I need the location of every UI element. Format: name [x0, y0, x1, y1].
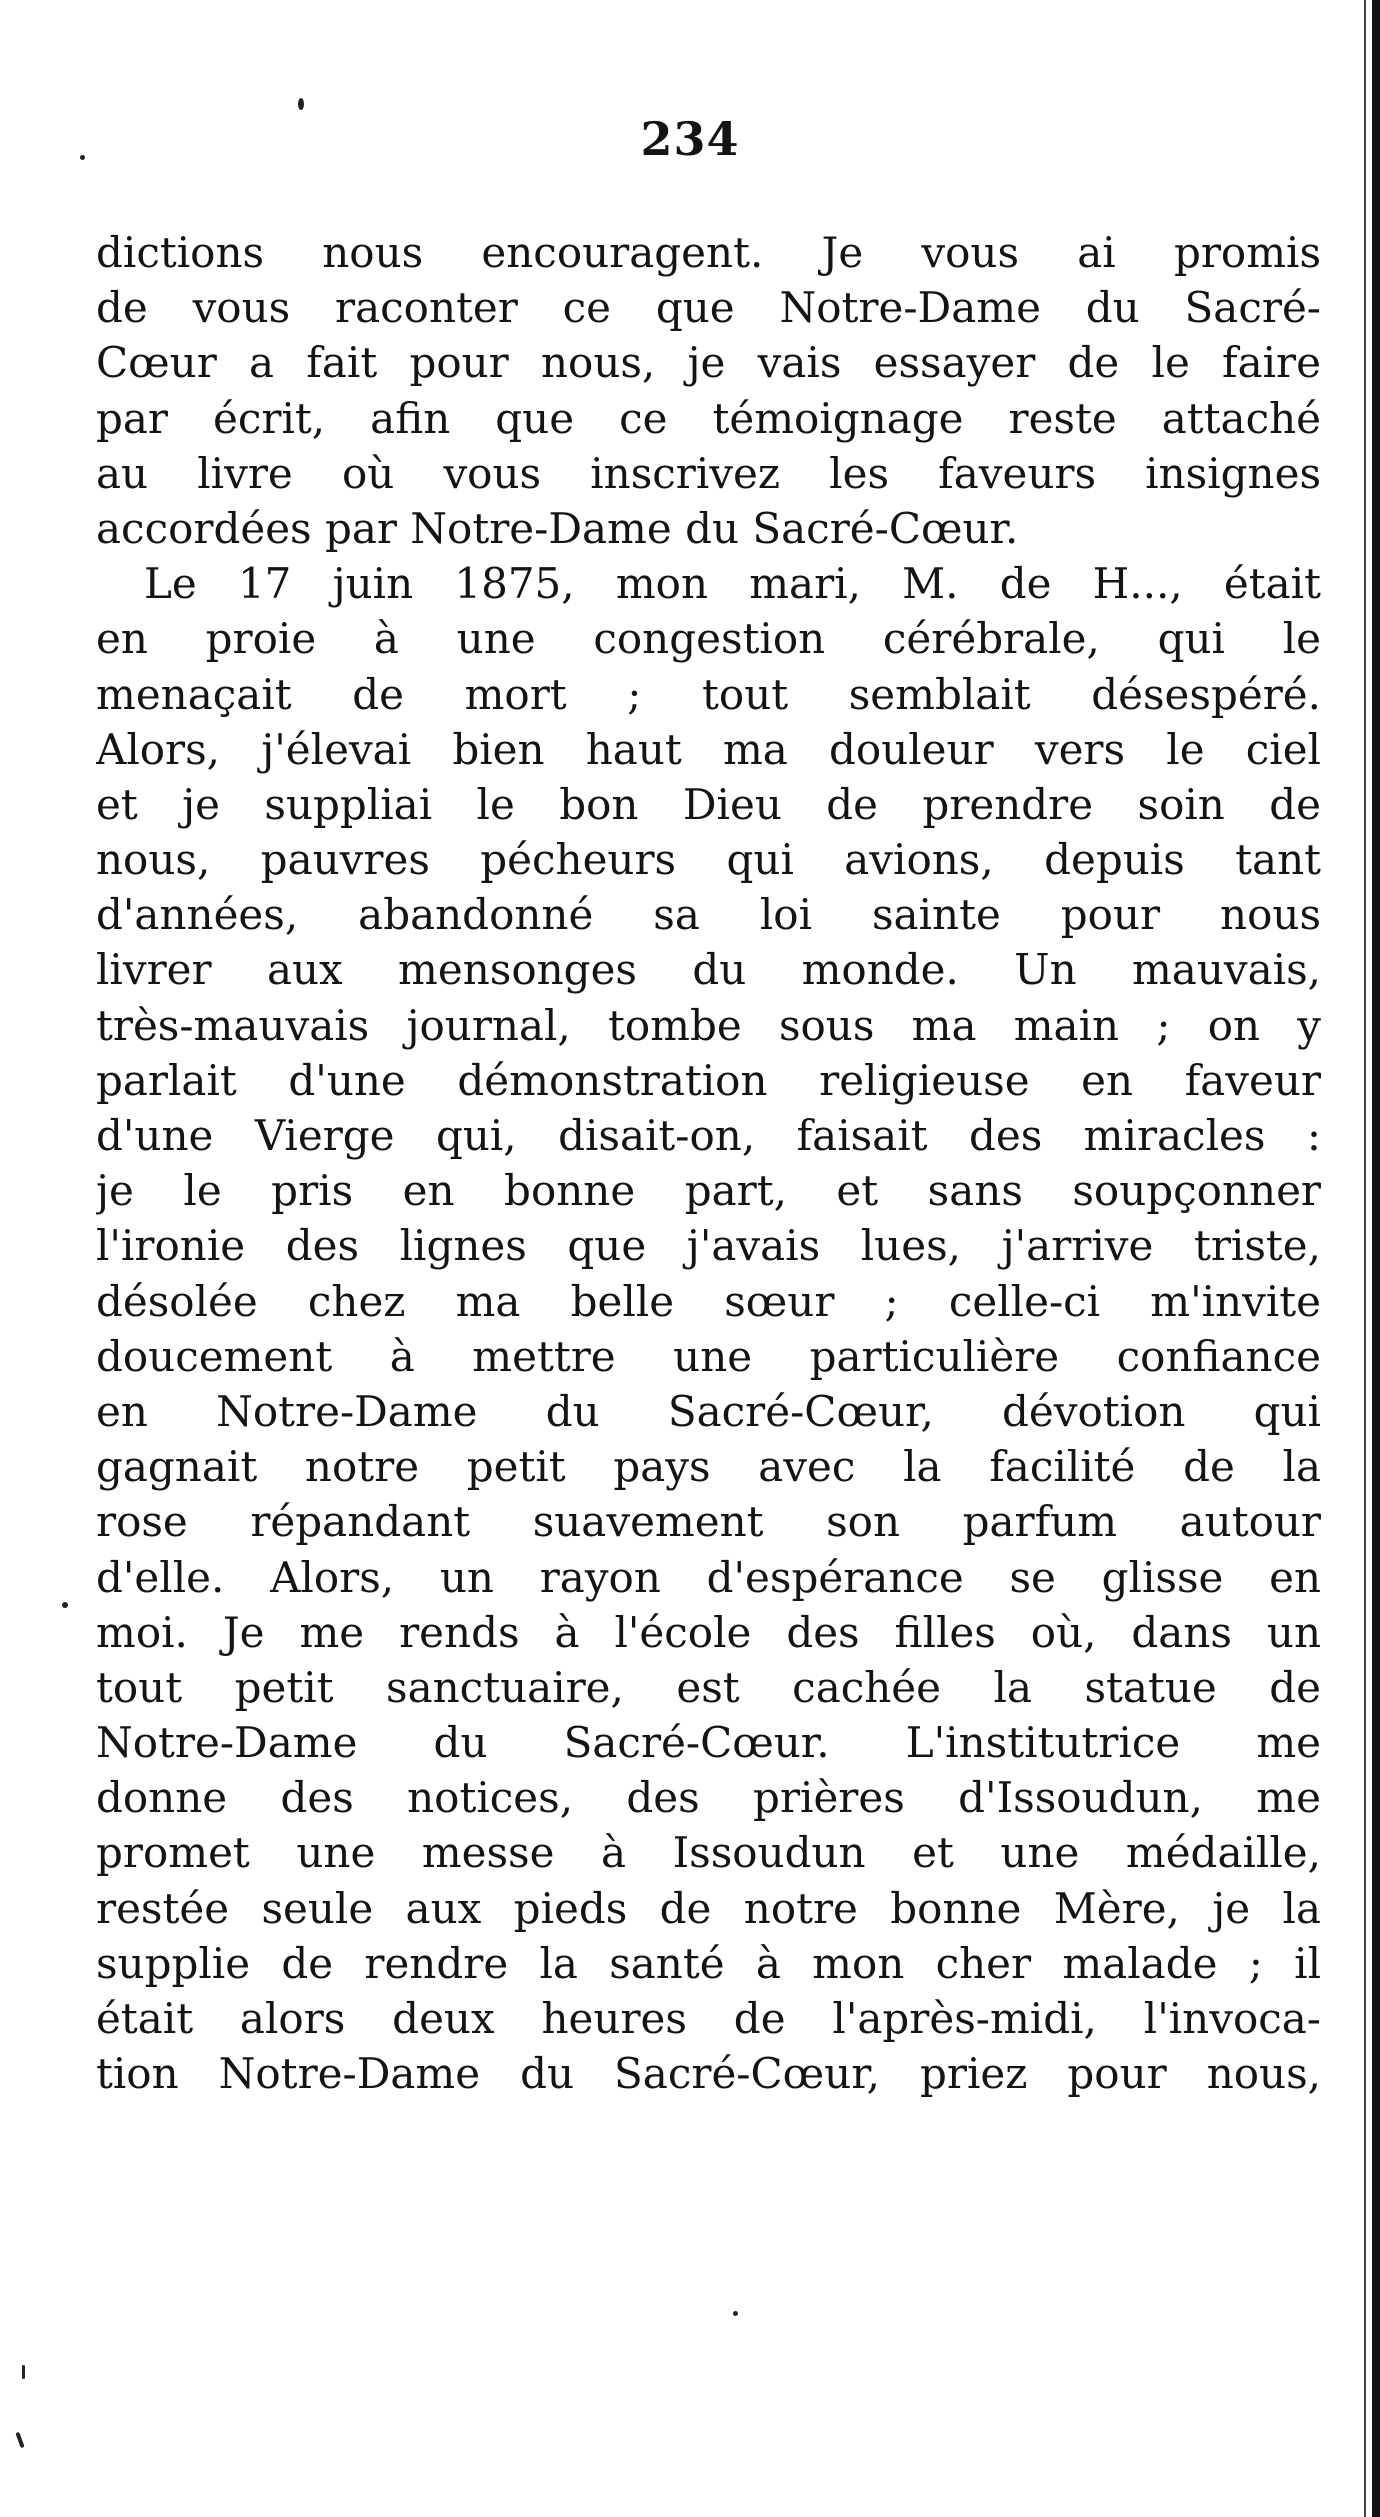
body-text — [96, 225, 1321, 2101]
text-line: livrer aux mensonges du monde. Un mauvais, — [96, 945, 1321, 995]
scan-speck — [298, 98, 304, 110]
text-line: très-mauvais journal, tombe sous ma main ; on y — [96, 1000, 1321, 1050]
text-line: tout petit sanctuaire, est cachée la statue de — [96, 1662, 1321, 1712]
text-line: d'elle. Alors, un rayon d'espérance se glisse en — [96, 1552, 1321, 1602]
scan-speck — [22, 2365, 25, 2379]
scan-speck — [15, 2432, 24, 2448]
page-number: 234 — [640, 112, 740, 166]
text-line: en Notre-Dame du Sacré-Cœur, dévotion qui — [96, 1386, 1321, 1436]
text-line: était alors deux heures de l'après-midi, l'invoca- — [96, 1994, 1321, 2043]
text-line: nous, pauvres pécheurs qui avions, depuis tant — [96, 835, 1321, 885]
text-line: désolée chez ma belle sœur ; celle-ci m'invite — [96, 1276, 1321, 1326]
text-line: par écrit, afin que ce témoignage reste attaché — [96, 393, 1321, 443]
text-line: dictions nous encouragent. Je vous ai promis — [96, 228, 1321, 277]
text-line: de vous raconter ce que Notre-Dame du Sacré- — [96, 283, 1321, 333]
paragraph-end-line: accordées par Notre-Dame du Sacré-Cœur. — [96, 503, 1019, 553]
text-line: supplie de rendre la santé à mon cher malade ; il — [96, 1938, 1321, 1988]
text-line: Alors, j'élevai bien haut ma douleur vers le ciel — [96, 724, 1321, 774]
text-line: en proie à une congestion cérébrale, qui le — [96, 614, 1321, 664]
text-line: Cœur a fait pour nous, je vais essayer de le faire — [96, 338, 1321, 388]
scan-speck — [62, 1602, 68, 1608]
page-edge-border — [1372, 0, 1380, 2517]
text-line: tion Notre-Dame du Sacré-Cœur, priez pour nous, — [96, 2049, 1321, 2099]
scan-speck — [80, 155, 85, 160]
text-line: gagnait notre petit pays avec la facilité de la — [96, 1442, 1321, 1492]
text-line: et je suppliai le bon Dieu de prendre soin de — [96, 779, 1321, 829]
text-line: je le pris en bonne part, et sans soupçonner — [96, 1166, 1321, 1216]
text-line: d'années, abandonné sa loi sainte pour nous — [96, 890, 1321, 940]
text-line: l'ironie des lignes que j'avais lues, j'arrive triste, — [96, 1221, 1321, 1271]
text-line: doucement à mettre une particulière confiance — [96, 1331, 1321, 1381]
text-line: Notre-Dame du Sacré-Cœur. L'institutrice me — [96, 1718, 1321, 1768]
scan-speck — [733, 2311, 738, 2316]
text-line: rose répandant suavement son parfum autour — [96, 1497, 1321, 1547]
text-line: donne des notices, des prières d'Issoudun, me — [96, 1773, 1321, 1823]
text-line: moi. Je me rends à l'école des filles où, dans un — [96, 1607, 1321, 1657]
text-line: menaçait de mort ; tout semblait désespéré. — [96, 669, 1321, 719]
text-line: restée seule aux pieds de notre bonne Mère, je la — [96, 1883, 1321, 1933]
paragraph-start-line: Le 17 juin 1875, mon mari, M. de H..., était — [144, 559, 1321, 609]
text-line: parlait d'une démonstration religieuse en faveur — [96, 1055, 1321, 1105]
text-line: au livre où vous inscrivez les faveurs insignes — [96, 448, 1321, 498]
text-line: promet une messe à Issoudun et une médaille, — [96, 1828, 1321, 1878]
page-edge-line — [1364, 0, 1366, 2517]
text-line: d'une Vierge qui, disait-on, faisait des miracles : — [96, 1111, 1321, 1160]
